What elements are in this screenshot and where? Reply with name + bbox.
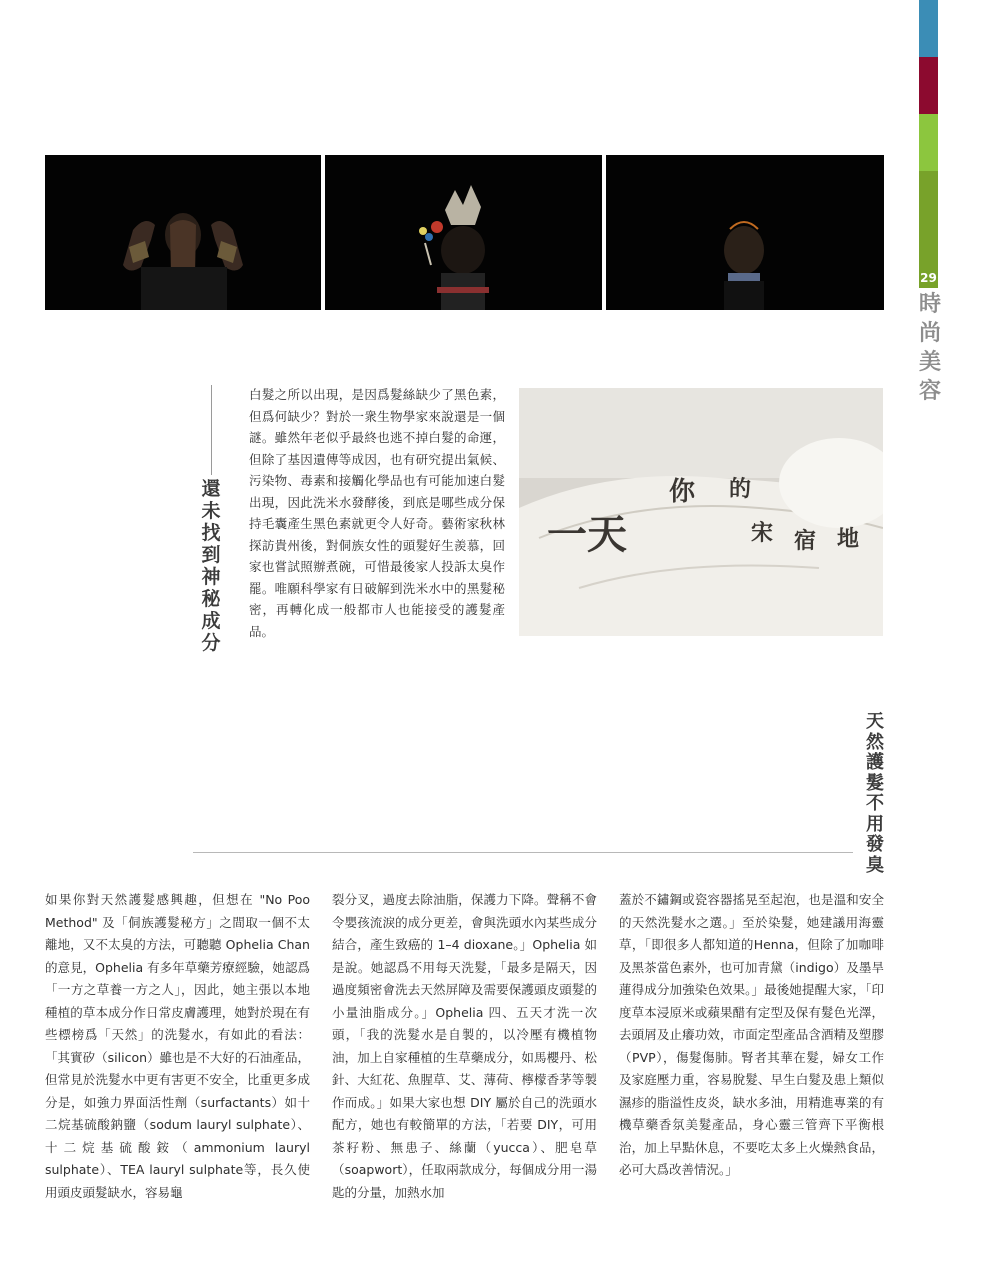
photo-woman-hands-on-hair [45, 155, 321, 310]
section-title [915, 290, 945, 406]
calligraphy-6: 地 [837, 526, 860, 552]
section2-column-1: 如果你對天然護髮感興趣，但想在 "No Poo Method" 及「侗族護髮秘方」之間取一個不太離地，又不太臭的方法，可聽聽 Ophelia Chan 的意見，Ophelia 有多年草藥芳療經驗，她認爲「一方之草養一方之人」，因此，她主張以本地種植的草本成分作日常皮膚護理，她對於現在有些標榜爲「天然」的洗髮水，有如此的看法：「其實矽（silicon）雖也是不大好的石油產品，但常見於洗髮水中更有害更不安全，比重更多成分是，如強力界面活性劑（surfactants）如十二烷基硫酸鈉鹽（sodum lauryl sulphate）、十二烷基硫酸銨（ammonium lauryl sulphate）、TEA lauryl sulphate等，長久使用頭皮頭髮缺水，容易龜 [45, 892, 310, 1200]
section-divider [193, 852, 853, 853]
photo-calligraphy-bed [519, 388, 883, 636]
section2-heading-text: 天 然 護 髮 不 用 發 臭 [866, 711, 884, 876]
heading-rule [211, 385, 212, 475]
tab-red [919, 57, 938, 114]
calligraphy-2: 你 [669, 477, 696, 507]
section1-heading-text: 還 未 找 到 神 秘 成 分 [201, 478, 221, 654]
tab-green [919, 171, 938, 268]
calligraphy-1: 一天 [547, 511, 627, 558]
section2-column-2: 裂分叉，過度去除油脂，保護力下降。聲稱不會令嬰孩流淚的成分更差，會與洗頭水內某些成分結合，產生致癌的 1–4 dioxane。」Ophelia 如是說。她認爲不用每天洗髮，「最多是隔天，因過度頻密會洗去天然屏障及需要保護頭皮頭髮的小量油脂成分。」Ophelia 四、五天才洗一次頭，「我的洗髮水是自製的，以冷壓有機植物油，加上自家種植的生草藥成分，如馬櫻丹、松針、大紅花、魚腥草、艾、薄荷、檸檬香茅等製作而成。」如果大家也想 DIY 屬於自己的洗頭水配方，她也有較簡單的方法，「若要 DIY，可用茶籽粉、無患子、絲蘭（yucca）、肥皂草（soapwort），任取兩款成分，每個成分用一湯匙的分量，加熱水加 [332, 892, 597, 1200]
section1-body: 白髮之所以出現，是因爲髮絲缺少了黑色素，但爲何缺少？對於一衆生物學家來說還是一個謎。雖然年老似乎最終也逃不掉白髮的命運，但除了基因遺傳等成因，也有研究提出氣候、污染物、毒素和接觸化學品也有可能加速白髮出現，因此洗米水發酵後，到底是哪些成分保持毛囊產生黑色素就更令人好奇。藝術家秋林探訪貴州後，對侗族女性的頭髮好生羨慕，回家也嘗試照辦煮碗，可惜最後家人投訴太臭作罷。唯願科學家有日破解到洗米水中的黑髮秘密，再轉化成一般都市人也能接受的護髮產品。 [249, 387, 505, 639]
tab-light-green [919, 114, 938, 171]
section2-column-3: 蓋於不鏽鋼或瓷容器搖晃至起泡，也是溫和安全的天然洗髮水之選。」至於染髮，她建議用海靈草，「即很多人都知道的Henna，但除了加咖啡及黑茶當色素外，也可加青黛（indigo）及墨旱蓮得成分加強染色效果。」最後她提醒大家，「印度草本浸原米或蘋果醋有定型及保有髮色光澤，去頭屑及止癢功效，市面定型產品含酒精及塑膠（PVP），傷髮傷肺。腎者其華在髮，婦女工作及家庭壓力重，容易脫髮、早生白髮及患上類似濕疹的脂溢性皮炎，缺水多油，用精進專業的有機草藥香氛美髮產品，身心靈三管齊下平衡根治，加上早點休息，不要吃太多上火燥熱食品，必可大爲改善情況。」 [619, 892, 884, 1177]
page-number: 29 [919, 268, 938, 288]
calligraphy-5: 宿 [794, 528, 817, 554]
calligraphy-4: 宋 [751, 520, 774, 546]
section2-heading [860, 712, 890, 876]
section-title-char: 時 尚 美 容 [918, 291, 941, 404]
section1-heading [196, 478, 226, 654]
side-color-tabs [919, 0, 938, 268]
photo-silver-headdress [325, 155, 602, 310]
tab-blue [919, 0, 938, 57]
calligraphy-3: 的 [729, 476, 752, 502]
photo-short-hair-back [606, 155, 884, 310]
